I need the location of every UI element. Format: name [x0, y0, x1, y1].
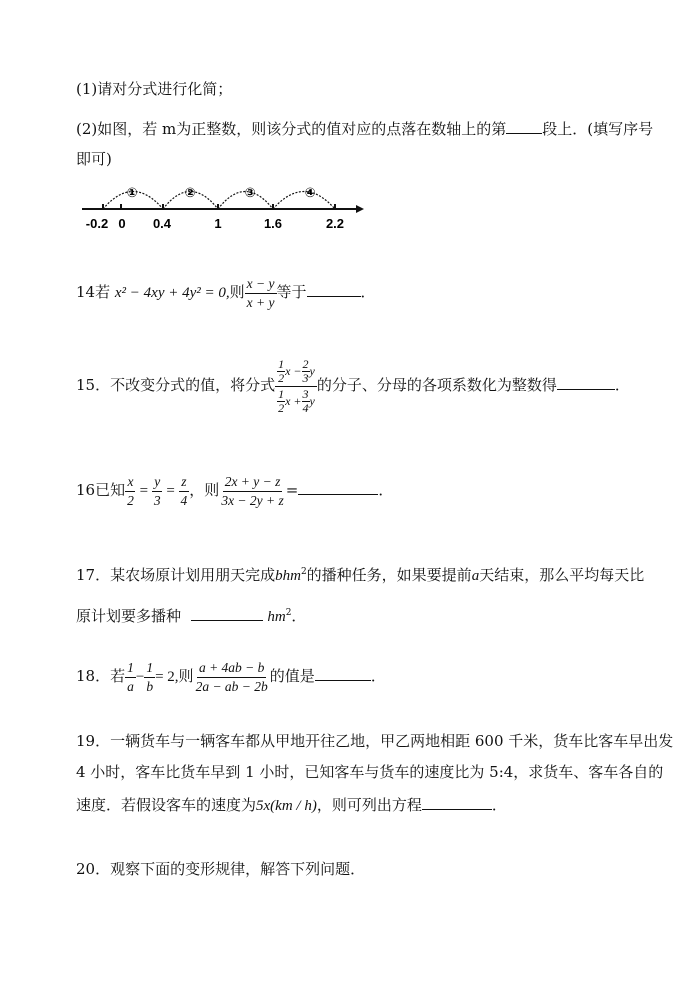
question-number: 18．	[76, 667, 111, 685]
question-19-line-1: 19．一辆货车与一辆客车都从甲地开往乙地，甲乙两地相距 600 千米，货车比客车早出发	[76, 732, 674, 750]
fraction-denominator: b	[146, 678, 154, 694]
coef-3-4	[302, 388, 310, 415]
minus: −	[135, 669, 145, 685]
question-19-line-2: 4 小时，客车比货车早到 1 小时，已知客车与货车的速度比为 5:4，求货车、客车各自的	[76, 763, 664, 781]
fraction-denominator	[275, 387, 317, 415]
coef-1-2	[277, 358, 285, 385]
segment-label-4: ④	[304, 186, 316, 201]
term: x −	[285, 364, 302, 378]
n: 2	[302, 356, 309, 371]
q17-end: ．	[291, 607, 307, 625]
fraction-denominator: x + y	[246, 294, 275, 310]
tick-label: 1.6	[263, 216, 283, 231]
d: 4	[302, 400, 309, 415]
fraction-numerator: x	[125, 474, 135, 492]
question-14	[76, 272, 376, 312]
q18-frac-1b	[144, 660, 155, 695]
q16-prefix: 已知	[95, 481, 126, 499]
q17-bhm: bhm	[275, 568, 301, 584]
fraction-numerator: x − y	[245, 276, 277, 294]
q18-suffix: 的值是	[269, 667, 315, 685]
fraction-numerator: 1	[144, 660, 155, 678]
segment-label-1: ①	[126, 186, 138, 201]
fraction-denominator: 2a − ab − 2b	[195, 678, 268, 694]
q15-end: ．	[614, 376, 630, 394]
q15-compound-fraction	[275, 358, 317, 415]
number-line-figure	[78, 180, 368, 235]
q17-line1-prefix: 17．某农场原计划用朋天完成	[76, 566, 276, 584]
term: y	[309, 394, 315, 408]
fraction-denominator: 2	[127, 492, 134, 508]
q16-main-fraction	[219, 474, 285, 509]
term: x +	[285, 394, 302, 408]
q14-fraction	[245, 276, 277, 311]
q19-speed: 5x(km / h)	[256, 798, 317, 814]
answer-blank	[315, 666, 371, 681]
superscript: 2	[300, 567, 307, 577]
question-part-2-cont: 即可)	[76, 150, 112, 168]
answer-blank	[191, 606, 263, 621]
question-number: 15．	[76, 376, 111, 394]
q16-frac-y3	[152, 474, 163, 509]
q16-sep: ，则	[189, 481, 220, 499]
question-16	[76, 470, 393, 510]
fraction-numerator: a + 4ab − b	[197, 660, 266, 678]
q19-line3-prefix: 速度．若假设客车的速度为	[76, 796, 257, 814]
question-part-2-text-end: 段上．(填写序号	[542, 120, 654, 138]
q15-prefix: 不改变分式的值，将分式	[110, 376, 276, 394]
q18-then: 则	[178, 667, 194, 685]
n: 1	[278, 386, 285, 401]
d: 2	[278, 370, 285, 385]
fraction-numerator: 2x + y − z	[223, 474, 283, 492]
q17-line1-mid: 的播种任务，如果要提前	[306, 566, 472, 584]
segment-label-2: ②	[184, 186, 196, 201]
fraction-numerator: z	[179, 474, 188, 492]
fraction-numerator	[275, 358, 317, 387]
term: y	[309, 364, 315, 378]
q18-end: ．	[370, 667, 386, 685]
coef-2-3	[302, 358, 310, 385]
q16-eq: =	[285, 481, 299, 499]
answer-blank	[557, 375, 615, 390]
fraction-denominator: 3x − 2y + z	[221, 492, 284, 508]
question-19-line-3	[76, 795, 507, 816]
question-number: 14	[76, 283, 96, 301]
q14-suffix: 等于	[276, 283, 307, 301]
q17-line2-prefix: 原计划要多播种	[76, 607, 182, 625]
q15-suffix: 的分子、分母的各项系数化为整数得	[316, 376, 557, 394]
tick-label: 0	[118, 216, 126, 231]
q16-frac-z4	[179, 474, 190, 509]
answer-blank	[422, 795, 492, 810]
q14-end: ．	[360, 283, 376, 301]
number-line-arrow	[356, 205, 364, 213]
q17-hm: hm	[267, 609, 286, 625]
q14-then: 则	[229, 283, 245, 301]
question-part-1: (1)请对分式进行化简；	[76, 80, 233, 98]
fraction-denominator: 4	[180, 492, 188, 508]
question-part-2	[76, 119, 653, 139]
fraction-numerator: 1	[125, 660, 136, 678]
question-number: 16	[76, 481, 96, 499]
q14-prefix: 若	[95, 283, 111, 301]
superscript: 2	[285, 608, 292, 618]
d: 3	[302, 370, 309, 385]
q17-a: a	[471, 568, 480, 584]
n: 1	[278, 356, 285, 371]
question-18	[76, 656, 386, 696]
q16-end: ．	[378, 481, 394, 499]
tick-label: 0.4	[152, 216, 172, 231]
q17-line1-end: 天结束，那么平均每天比	[479, 566, 645, 584]
fraction-denominator: 3	[153, 492, 161, 508]
q19-line3-suffix: ，则可列出方程	[316, 796, 422, 814]
segment-label-3: ③	[244, 186, 256, 201]
question-part-2-text: (2)如图，若 m为正整数，则该分式的值对应的点落在数轴上的第	[76, 120, 507, 138]
fraction-numerator: y	[152, 474, 162, 492]
coef-1-2	[277, 388, 285, 415]
tick-label: 2.2	[325, 216, 345, 231]
q18-main-fraction	[194, 660, 270, 695]
tick-label: -0.2	[85, 216, 109, 231]
q18-prefix: 若	[110, 667, 126, 685]
answer-blank	[307, 282, 361, 297]
q18-eq: = 2,	[155, 669, 179, 685]
q18-frac-1a	[125, 660, 136, 695]
equals: =	[135, 483, 152, 499]
question-17-line-1	[76, 562, 644, 586]
equals: =	[162, 483, 179, 499]
n: 3	[302, 386, 309, 401]
d: 2	[278, 400, 285, 415]
question-15	[76, 352, 630, 418]
q19-end: ．	[491, 796, 507, 814]
q14-equation: x² − 4xy + 4y² = 0,	[114, 285, 230, 301]
answer-blank	[506, 119, 542, 134]
tick-label: 1	[214, 216, 222, 231]
answer-blank	[298, 480, 378, 495]
question-20: 20．观察下面的变形规律，解答下列问题．	[76, 860, 366, 878]
fraction-denominator: a	[127, 678, 134, 694]
q16-frac-x2	[125, 474, 136, 509]
question-17-line-2	[76, 603, 306, 627]
